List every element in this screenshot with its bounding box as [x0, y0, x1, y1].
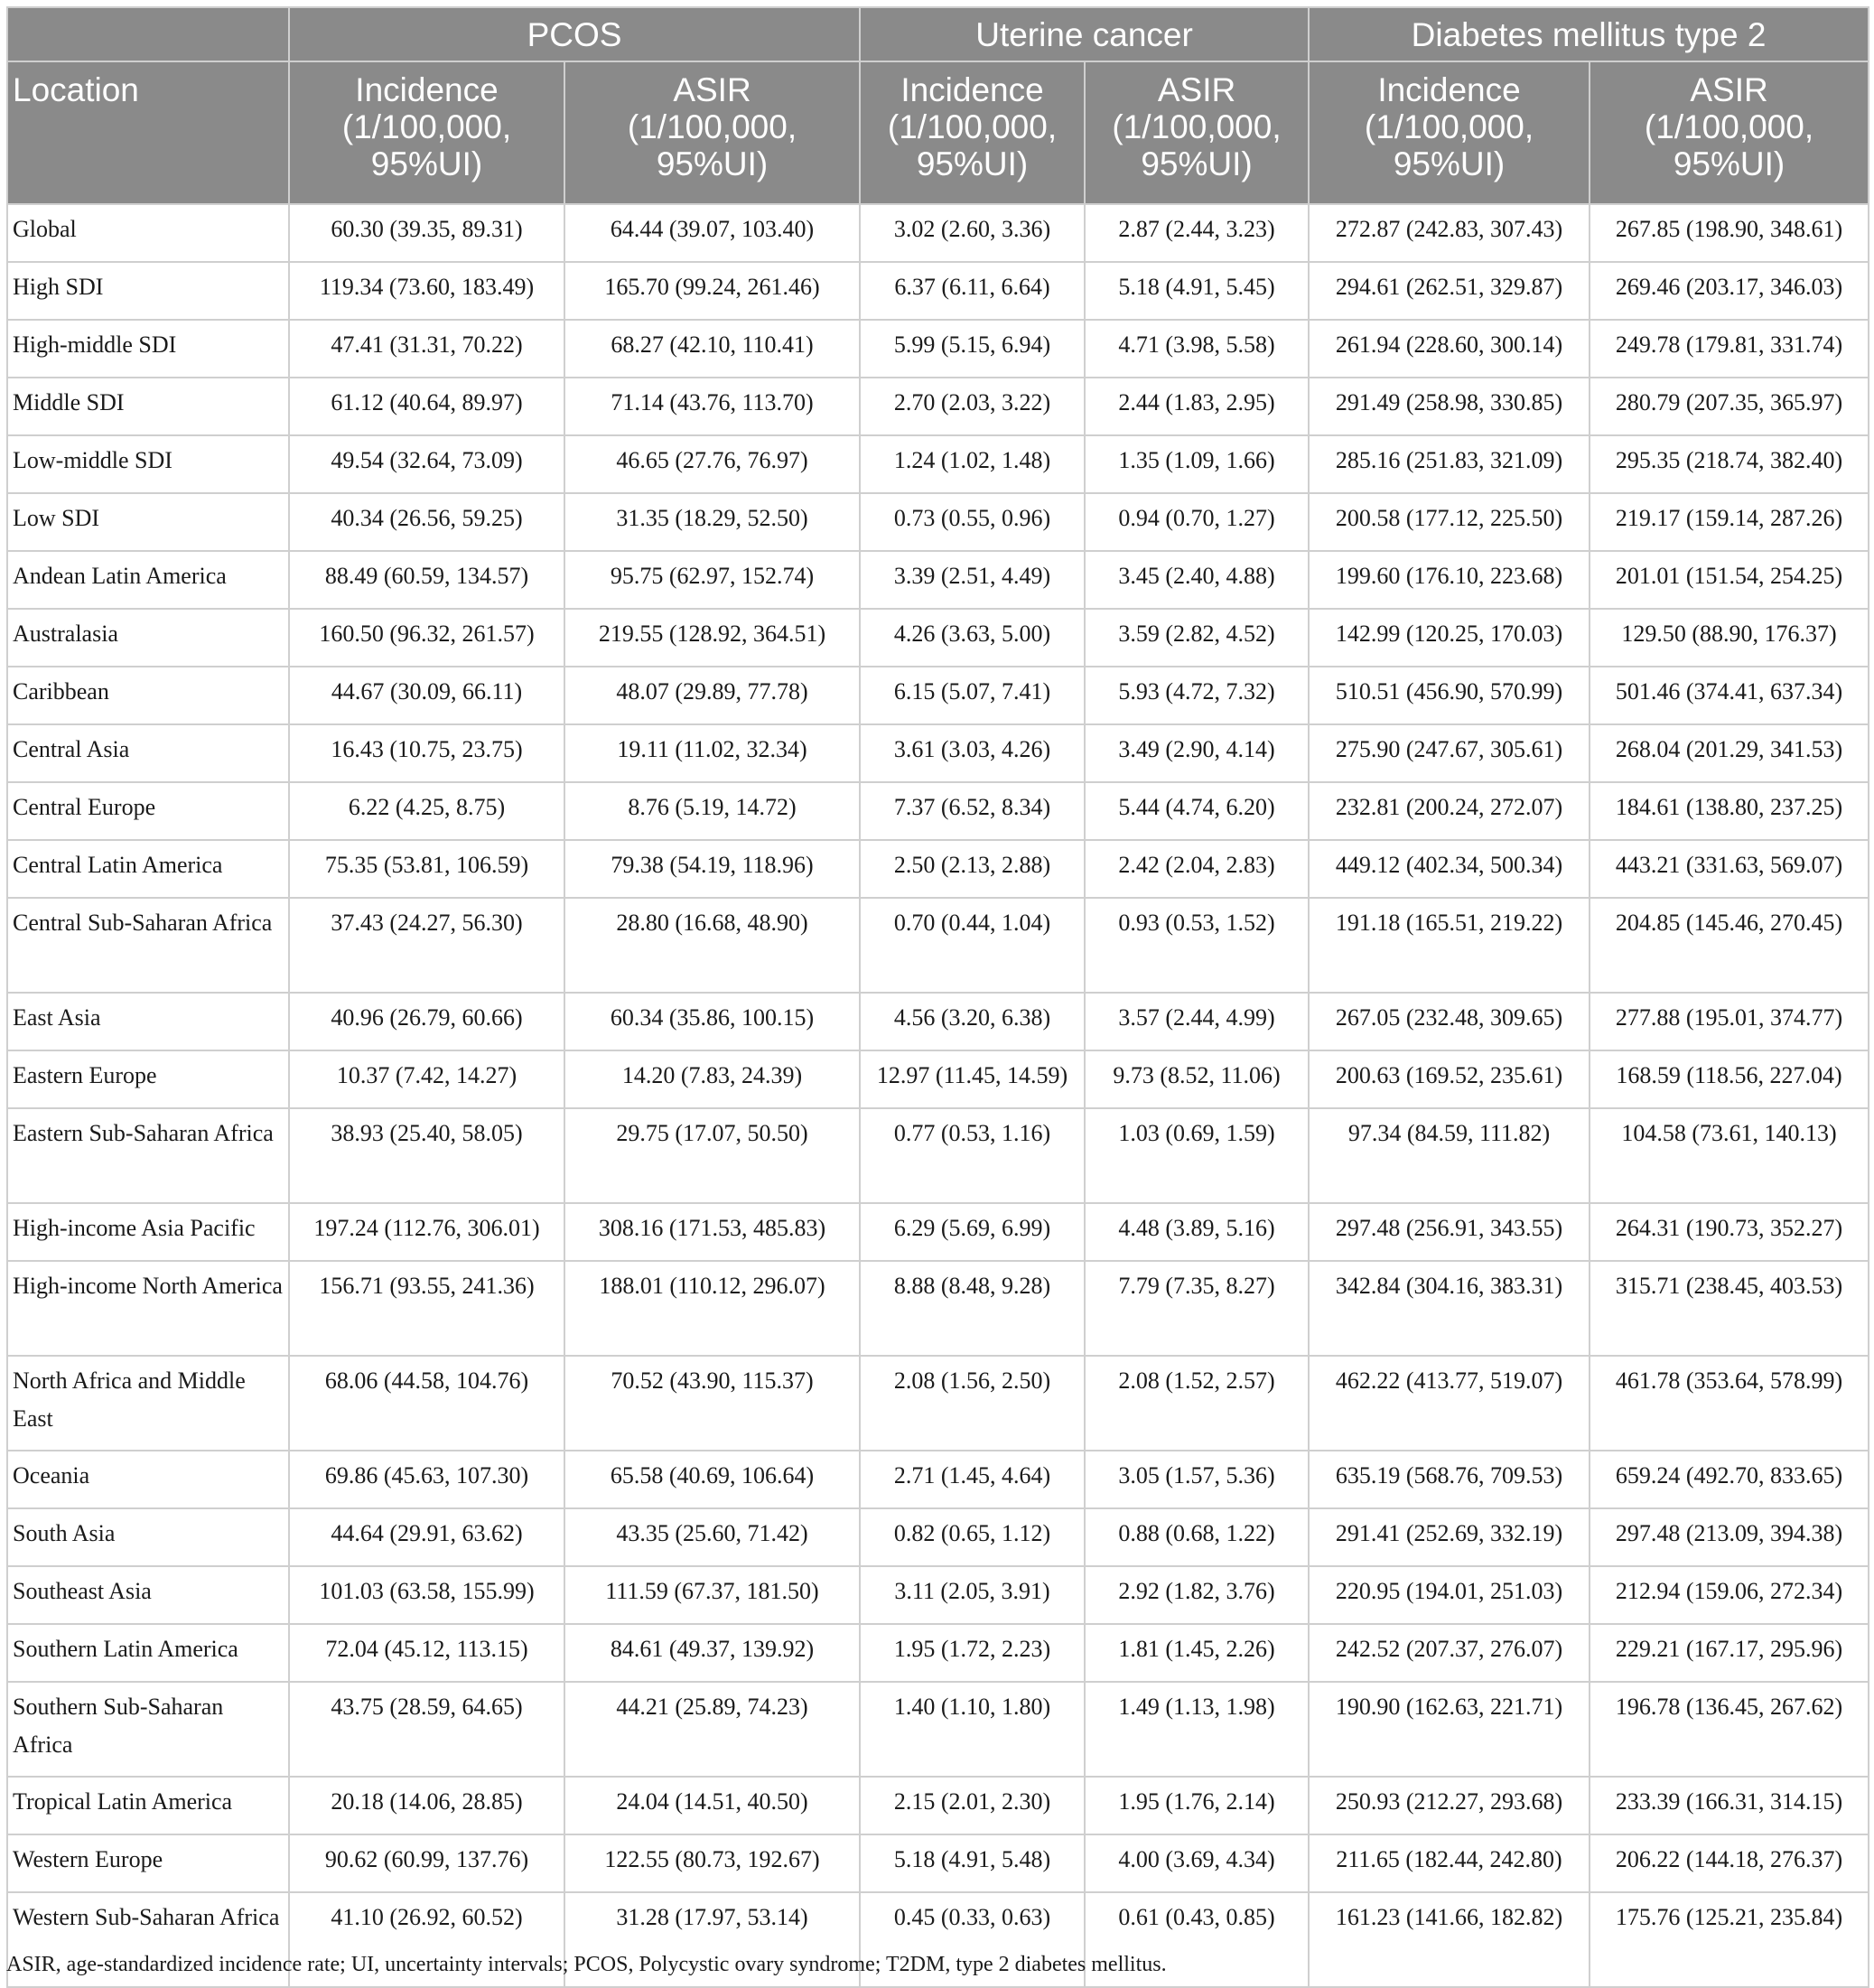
column-header-line: 95%UI) — [1393, 145, 1506, 182]
value-cell-uterine-incidence: 0.77 (0.53, 1.16) — [860, 1108, 1085, 1203]
value-cell-uterine-asir: 0.94 (0.70, 1.27) — [1085, 493, 1309, 551]
value-cell-uterine-incidence: 2.50 (2.13, 2.88) — [860, 840, 1085, 898]
location-cell: North Africa and Middle East — [7, 1356, 289, 1451]
value-cell-diabetes-asir: 184.61 (138.80, 237.25) — [1590, 782, 1869, 840]
value-cell-diabetes-asir: 315.71 (238.45, 403.53) — [1590, 1261, 1869, 1356]
value-cell-pcos-asir: 308.16 (171.53, 485.83) — [564, 1203, 860, 1261]
incidence-table — [6, 6, 1869, 1988]
value-cell-uterine-asir: 2.44 (1.83, 2.95) — [1085, 378, 1309, 435]
value-cell-uterine-asir: 1.95 (1.76, 2.14) — [1085, 1777, 1309, 1834]
value-cell-uterine-asir: 1.49 (1.13, 1.98) — [1085, 1682, 1309, 1777]
location-cell: East Asia — [7, 993, 289, 1050]
value-cell-pcos-asir: 70.52 (43.90, 115.37) — [564, 1356, 860, 1451]
column-header-diabetes-incidence — [1309, 61, 1590, 204]
value-cell-pcos-incidence: 49.54 (32.64, 73.09) — [289, 435, 564, 493]
location-cell: High-middle SDI — [7, 320, 289, 378]
value-cell-diabetes-incidence: 220.95 (194.01, 251.03) — [1309, 1566, 1590, 1624]
column-header-pcos-asir — [564, 61, 860, 204]
value-cell-pcos-incidence: 197.24 (112.76, 306.01) — [289, 1203, 564, 1261]
value-cell-pcos-asir: 8.76 (5.19, 14.72) — [564, 782, 860, 840]
value-cell-uterine-asir: 3.05 (1.57, 5.36) — [1085, 1451, 1309, 1508]
value-cell-diabetes-incidence: 190.90 (162.63, 221.71) — [1309, 1682, 1590, 1777]
location-cell: Oceania — [7, 1451, 289, 1508]
value-cell-uterine-incidence: 2.71 (1.45, 4.64) — [860, 1451, 1085, 1508]
value-cell-diabetes-asir: 206.22 (144.18, 276.37) — [1590, 1834, 1869, 1892]
table-footnote: ASIR, age-standardized incidence rate; UI, uncertainty intervals; PCOS, Polycystic ovary syndrome; T2DM, type 2 diabetes mellitus. — [6, 1953, 1167, 1976]
column-header-line: Incidence — [900, 71, 1044, 108]
table-row — [7, 993, 1869, 1050]
table-row — [7, 493, 1869, 551]
value-cell-uterine-incidence: 2.08 (1.56, 2.50) — [860, 1356, 1085, 1451]
value-cell-uterine-asir: 5.18 (4.91, 5.45) — [1085, 262, 1309, 320]
value-cell-diabetes-asir: 219.17 (159.14, 287.26) — [1590, 493, 1869, 551]
value-cell-pcos-asir: 46.65 (27.76, 76.97) — [564, 435, 860, 493]
location-cell: Central Europe — [7, 782, 289, 840]
value-cell-diabetes-asir: 264.31 (190.73, 352.27) — [1590, 1203, 1869, 1261]
column-header-line: (1/100,000, — [887, 108, 1058, 145]
column-header-line: (1/100,000, — [1364, 108, 1534, 145]
value-cell-uterine-incidence: 1.95 (1.72, 2.23) — [860, 1624, 1085, 1682]
column-header-line: (1/100,000, — [1644, 108, 1814, 145]
column-header-line: Incidence — [1377, 71, 1521, 108]
table-row — [7, 1203, 1869, 1261]
value-cell-pcos-incidence: 40.96 (26.79, 60.66) — [289, 993, 564, 1050]
column-header-line: ASIR — [1157, 71, 1236, 108]
table-row — [7, 551, 1869, 609]
value-cell-diabetes-asir: 501.46 (374.41, 637.34) — [1590, 667, 1869, 724]
value-cell-diabetes-asir: 267.85 (198.90, 348.61) — [1590, 204, 1869, 262]
value-cell-uterine-asir: 0.61 (0.43, 0.85) — [1085, 1892, 1309, 1987]
value-cell-pcos-incidence: 88.49 (60.59, 134.57) — [289, 551, 564, 609]
value-cell-uterine-incidence: 6.37 (6.11, 6.64) — [860, 262, 1085, 320]
column-header-line: (1/100,000, — [341, 108, 512, 145]
value-cell-diabetes-incidence: 199.60 (176.10, 223.68) — [1309, 551, 1590, 609]
value-cell-uterine-incidence: 6.15 (5.07, 7.41) — [860, 667, 1085, 724]
value-cell-pcos-incidence: 40.34 (26.56, 59.25) — [289, 493, 564, 551]
value-cell-uterine-incidence: 5.99 (5.15, 6.94) — [860, 320, 1085, 378]
value-cell-pcos-asir: 64.44 (39.07, 103.40) — [564, 204, 860, 262]
column-header-line: ASIR — [673, 71, 751, 108]
table-row — [7, 435, 1869, 493]
header-group-row — [7, 7, 1869, 61]
value-cell-uterine-asir: 1.81 (1.45, 2.26) — [1085, 1624, 1309, 1682]
value-cell-diabetes-incidence: 261.94 (228.60, 300.14) — [1309, 320, 1590, 378]
location-cell: Western Sub-Saharan Africa — [7, 1892, 289, 1987]
value-cell-diabetes-asir: 297.48 (213.09, 394.38) — [1590, 1508, 1869, 1566]
value-cell-uterine-incidence: 7.37 (6.52, 8.34) — [860, 782, 1085, 840]
column-header-line: 95%UI) — [916, 145, 1029, 182]
value-cell-uterine-incidence: 5.18 (4.91, 5.48) — [860, 1834, 1085, 1892]
location-cell: Southern Latin America — [7, 1624, 289, 1682]
value-cell-uterine-incidence: 2.15 (2.01, 2.30) — [860, 1777, 1085, 1834]
value-cell-pcos-incidence: 37.43 (24.27, 56.30) — [289, 898, 564, 993]
location-cell: Central Sub-Saharan Africa — [7, 898, 289, 993]
column-header-uterine-incidence — [860, 61, 1085, 204]
value-cell-diabetes-incidence: 297.48 (256.91, 343.55) — [1309, 1203, 1590, 1261]
value-cell-uterine-incidence: 1.40 (1.10, 1.80) — [860, 1682, 1085, 1777]
value-cell-pcos-incidence: 160.50 (96.32, 261.57) — [289, 609, 564, 667]
table-header — [7, 7, 1869, 204]
table-row — [7, 1834, 1869, 1892]
location-cell: South Asia — [7, 1508, 289, 1566]
value-cell-diabetes-asir: 233.39 (166.31, 314.15) — [1590, 1777, 1869, 1834]
value-cell-uterine-incidence: 6.29 (5.69, 6.99) — [860, 1203, 1085, 1261]
table-row — [7, 898, 1869, 993]
value-cell-uterine-asir: 4.48 (3.89, 5.16) — [1085, 1203, 1309, 1261]
column-header-location: Location — [7, 61, 289, 204]
value-cell-uterine-incidence: 4.56 (3.20, 6.38) — [860, 993, 1085, 1050]
value-cell-pcos-asir: 84.61 (49.37, 139.92) — [564, 1624, 860, 1682]
table-row — [7, 262, 1869, 320]
value-cell-pcos-asir: 31.28 (17.97, 53.14) — [564, 1892, 860, 1987]
value-cell-uterine-asir: 4.00 (3.69, 4.34) — [1085, 1834, 1309, 1892]
table-body — [7, 204, 1869, 1987]
location-cell: Eastern Sub-Saharan Africa — [7, 1108, 289, 1203]
value-cell-diabetes-incidence: 272.87 (242.83, 307.43) — [1309, 204, 1590, 262]
value-cell-diabetes-asir: 277.88 (195.01, 374.77) — [1590, 993, 1869, 1050]
location-cell: Australasia — [7, 609, 289, 667]
value-cell-uterine-asir: 5.93 (4.72, 7.32) — [1085, 667, 1309, 724]
value-cell-pcos-incidence: 20.18 (14.06, 28.85) — [289, 1777, 564, 1834]
table-row — [7, 724, 1869, 782]
value-cell-diabetes-incidence: 294.61 (262.51, 329.87) — [1309, 262, 1590, 320]
value-cell-uterine-asir: 2.42 (2.04, 2.83) — [1085, 840, 1309, 898]
value-cell-diabetes-incidence: 635.19 (568.76, 709.53) — [1309, 1451, 1590, 1508]
value-cell-diabetes-asir: 461.78 (353.64, 578.99) — [1590, 1356, 1869, 1451]
value-cell-uterine-asir: 3.57 (2.44, 4.99) — [1085, 993, 1309, 1050]
header-corner — [7, 7, 289, 61]
value-cell-pcos-asir: 43.35 (25.60, 71.42) — [564, 1508, 860, 1566]
value-cell-diabetes-incidence: 200.58 (177.12, 225.50) — [1309, 493, 1590, 551]
column-header-line: 95%UI) — [1141, 145, 1253, 182]
incidence-table-container — [6, 6, 1868, 1988]
value-cell-diabetes-incidence: 191.18 (165.51, 219.22) — [1309, 898, 1590, 993]
value-cell-diabetes-asir: 129.50 (88.90, 176.37) — [1590, 609, 1869, 667]
value-cell-diabetes-incidence: 250.93 (212.27, 293.68) — [1309, 1777, 1590, 1834]
location-cell: Eastern Europe — [7, 1050, 289, 1108]
table-row — [7, 1777, 1869, 1834]
value-cell-diabetes-asir: 659.24 (492.70, 833.65) — [1590, 1451, 1869, 1508]
value-cell-pcos-asir: 31.35 (18.29, 52.50) — [564, 493, 860, 551]
location-cell: Global — [7, 204, 289, 262]
value-cell-diabetes-asir: 443.21 (331.63, 569.07) — [1590, 840, 1869, 898]
value-cell-pcos-incidence: 69.86 (45.63, 107.30) — [289, 1451, 564, 1508]
header-column-row — [7, 61, 1869, 204]
location-cell: Southeast Asia — [7, 1566, 289, 1624]
value-cell-diabetes-incidence: 462.22 (413.77, 519.07) — [1309, 1356, 1590, 1451]
table-row — [7, 1451, 1869, 1508]
value-cell-uterine-incidence: 12.97 (11.45, 14.59) — [860, 1050, 1085, 1108]
value-cell-pcos-asir: 24.04 (14.51, 40.50) — [564, 1777, 860, 1834]
location-cell: Western Europe — [7, 1834, 289, 1892]
value-cell-diabetes-asir: 268.04 (201.29, 341.53) — [1590, 724, 1869, 782]
value-cell-pcos-incidence: 43.75 (28.59, 64.65) — [289, 1682, 564, 1777]
table-row — [7, 1682, 1869, 1777]
value-cell-uterine-incidence: 4.26 (3.63, 5.00) — [860, 609, 1085, 667]
value-cell-pcos-asir: 28.80 (16.68, 48.90) — [564, 898, 860, 993]
value-cell-pcos-asir: 219.55 (128.92, 364.51) — [564, 609, 860, 667]
value-cell-pcos-asir: 68.27 (42.10, 110.41) — [564, 320, 860, 378]
value-cell-uterine-asir: 0.93 (0.53, 1.52) — [1085, 898, 1309, 993]
value-cell-diabetes-asir: 269.46 (203.17, 346.03) — [1590, 262, 1869, 320]
value-cell-uterine-incidence: 8.88 (8.48, 9.28) — [860, 1261, 1085, 1356]
value-cell-uterine-asir: 7.79 (7.35, 8.27) — [1085, 1261, 1309, 1356]
value-cell-pcos-asir: 19.11 (11.02, 32.34) — [564, 724, 860, 782]
location-cell: High-income Asia Pacific — [7, 1203, 289, 1261]
value-cell-uterine-incidence: 3.02 (2.60, 3.36) — [860, 204, 1085, 262]
value-cell-pcos-incidence: 101.03 (63.58, 155.99) — [289, 1566, 564, 1624]
value-cell-diabetes-incidence: 232.81 (200.24, 272.07) — [1309, 782, 1590, 840]
location-cell: Caribbean — [7, 667, 289, 724]
value-cell-pcos-asir: 29.75 (17.07, 50.50) — [564, 1108, 860, 1203]
value-cell-diabetes-asir: 280.79 (207.35, 365.97) — [1590, 378, 1869, 435]
table-row — [7, 1261, 1869, 1356]
table-row — [7, 320, 1869, 378]
value-cell-pcos-incidence: 47.41 (31.31, 70.22) — [289, 320, 564, 378]
table-row — [7, 1508, 1869, 1566]
table-row — [7, 378, 1869, 435]
group-header-uterine-cancer: Uterine cancer — [860, 7, 1309, 61]
value-cell-uterine-asir: 0.88 (0.68, 1.22) — [1085, 1508, 1309, 1566]
value-cell-uterine-incidence: 3.39 (2.51, 4.49) — [860, 551, 1085, 609]
location-cell: Low SDI — [7, 493, 289, 551]
value-cell-pcos-incidence: 38.93 (25.40, 58.05) — [289, 1108, 564, 1203]
column-header-line: ASIR — [1690, 71, 1768, 108]
value-cell-uterine-incidence: 0.45 (0.33, 0.63) — [860, 1892, 1085, 1987]
table-row — [7, 1356, 1869, 1451]
value-cell-diabetes-incidence: 142.99 (120.25, 170.03) — [1309, 609, 1590, 667]
value-cell-diabetes-incidence: 291.49 (258.98, 330.85) — [1309, 378, 1590, 435]
value-cell-pcos-incidence: 16.43 (10.75, 23.75) — [289, 724, 564, 782]
value-cell-diabetes-incidence: 97.34 (84.59, 111.82) — [1309, 1108, 1590, 1203]
value-cell-uterine-incidence: 3.11 (2.05, 3.91) — [860, 1566, 1085, 1624]
location-cell: Southern Sub-Saharan Africa — [7, 1682, 289, 1777]
value-cell-pcos-incidence: 44.64 (29.91, 63.62) — [289, 1508, 564, 1566]
value-cell-uterine-asir: 3.49 (2.90, 4.14) — [1085, 724, 1309, 782]
value-cell-pcos-asir: 111.59 (67.37, 181.50) — [564, 1566, 860, 1624]
value-cell-pcos-asir: 95.75 (62.97, 152.74) — [564, 551, 860, 609]
column-header-line: 95%UI) — [1673, 145, 1785, 182]
value-cell-uterine-incidence: 0.70 (0.44, 1.04) — [860, 898, 1085, 993]
value-cell-pcos-asir: 122.55 (80.73, 192.67) — [564, 1834, 860, 1892]
value-cell-uterine-asir: 3.59 (2.82, 4.52) — [1085, 609, 1309, 667]
value-cell-diabetes-asir: 201.01 (151.54, 254.25) — [1590, 551, 1869, 609]
value-cell-diabetes-incidence: 275.90 (247.67, 305.61) — [1309, 724, 1590, 782]
group-header-pcos: PCOS — [289, 7, 860, 61]
value-cell-pcos-incidence: 44.67 (30.09, 66.11) — [289, 667, 564, 724]
location-cell: Middle SDI — [7, 378, 289, 435]
column-header-line: Incidence — [355, 71, 499, 108]
value-cell-pcos-incidence: 90.62 (60.99, 137.76) — [289, 1834, 564, 1892]
location-cell: Central Asia — [7, 724, 289, 782]
value-cell-pcos-incidence: 75.35 (53.81, 106.59) — [289, 840, 564, 898]
value-cell-pcos-asir: 65.58 (40.69, 106.64) — [564, 1451, 860, 1508]
value-cell-uterine-incidence: 1.24 (1.02, 1.48) — [860, 435, 1085, 493]
value-cell-diabetes-incidence: 510.51 (456.90, 570.99) — [1309, 667, 1590, 724]
value-cell-pcos-incidence: 6.22 (4.25, 8.75) — [289, 782, 564, 840]
column-header-uterine-asir — [1085, 61, 1309, 204]
table-row — [7, 1624, 1869, 1682]
value-cell-diabetes-asir: 295.35 (218.74, 382.40) — [1590, 435, 1869, 493]
value-cell-uterine-incidence: 3.61 (3.03, 4.26) — [860, 724, 1085, 782]
value-cell-uterine-asir: 3.45 (2.40, 4.88) — [1085, 551, 1309, 609]
column-header-line: 95%UI) — [370, 145, 483, 182]
value-cell-diabetes-incidence: 291.41 (252.69, 332.19) — [1309, 1508, 1590, 1566]
value-cell-pcos-incidence: 60.30 (39.35, 89.31) — [289, 204, 564, 262]
value-cell-uterine-asir: 1.35 (1.09, 1.66) — [1085, 435, 1309, 493]
value-cell-pcos-incidence: 68.06 (44.58, 104.76) — [289, 1356, 564, 1451]
value-cell-pcos-asir: 48.07 (29.89, 77.78) — [564, 667, 860, 724]
value-cell-diabetes-incidence: 200.63 (169.52, 235.61) — [1309, 1050, 1590, 1108]
value-cell-pcos-incidence: 10.37 (7.42, 14.27) — [289, 1050, 564, 1108]
value-cell-uterine-asir: 9.73 (8.52, 11.06) — [1085, 1050, 1309, 1108]
value-cell-pcos-incidence: 41.10 (26.92, 60.52) — [289, 1892, 564, 1987]
value-cell-diabetes-asir: 212.94 (159.06, 272.34) — [1590, 1566, 1869, 1624]
value-cell-pcos-asir: 44.21 (25.89, 74.23) — [564, 1682, 860, 1777]
value-cell-diabetes-asir: 104.58 (73.61, 140.13) — [1590, 1108, 1869, 1203]
value-cell-uterine-asir: 1.03 (0.69, 1.59) — [1085, 1108, 1309, 1203]
value-cell-pcos-incidence: 156.71 (93.55, 241.36) — [289, 1261, 564, 1356]
value-cell-pcos-incidence: 72.04 (45.12, 113.15) — [289, 1624, 564, 1682]
value-cell-uterine-incidence: 0.73 (0.55, 0.96) — [860, 493, 1085, 551]
value-cell-diabetes-incidence: 211.65 (182.44, 242.80) — [1309, 1834, 1590, 1892]
table-row — [7, 1108, 1869, 1203]
location-cell: High SDI — [7, 262, 289, 320]
table-row — [7, 609, 1869, 667]
location-cell: Tropical Latin America — [7, 1777, 289, 1834]
value-cell-diabetes-asir: 204.85 (145.46, 270.45) — [1590, 898, 1869, 993]
value-cell-diabetes-asir: 229.21 (167.17, 295.96) — [1590, 1624, 1869, 1682]
column-header-line: (1/100,000, — [1112, 108, 1282, 145]
value-cell-uterine-incidence: 2.70 (2.03, 3.22) — [860, 378, 1085, 435]
value-cell-uterine-asir: 2.87 (2.44, 3.23) — [1085, 204, 1309, 262]
value-cell-diabetes-incidence: 449.12 (402.34, 500.34) — [1309, 840, 1590, 898]
value-cell-pcos-asir: 188.01 (110.12, 296.07) — [564, 1261, 860, 1356]
table-row — [7, 1566, 1869, 1624]
column-header-pcos-incidence — [289, 61, 564, 204]
value-cell-diabetes-asir: 175.76 (125.21, 235.84) — [1590, 1892, 1869, 1987]
value-cell-uterine-asir: 2.08 (1.52, 2.57) — [1085, 1356, 1309, 1451]
value-cell-diabetes-incidence: 242.52 (207.37, 276.07) — [1309, 1624, 1590, 1682]
table-row — [7, 667, 1869, 724]
group-header-diabetes: Diabetes mellitus type 2 — [1309, 7, 1869, 61]
location-cell: High-income North America — [7, 1261, 289, 1356]
value-cell-pcos-incidence: 119.34 (73.60, 183.49) — [289, 262, 564, 320]
value-cell-diabetes-incidence: 285.16 (251.83, 321.09) — [1309, 435, 1590, 493]
location-cell: Andean Latin America — [7, 551, 289, 609]
value-cell-pcos-incidence: 61.12 (40.64, 89.97) — [289, 378, 564, 435]
value-cell-diabetes-asir: 196.78 (136.45, 267.62) — [1590, 1682, 1869, 1777]
value-cell-diabetes-incidence: 161.23 (141.66, 182.82) — [1309, 1892, 1590, 1987]
value-cell-diabetes-incidence: 342.84 (304.16, 383.31) — [1309, 1261, 1590, 1356]
value-cell-pcos-asir: 14.20 (7.83, 24.39) — [564, 1050, 860, 1108]
location-cell: Low-middle SDI — [7, 435, 289, 493]
value-cell-pcos-asir: 71.14 (43.76, 113.70) — [564, 378, 860, 435]
value-cell-uterine-asir: 2.92 (1.82, 3.76) — [1085, 1566, 1309, 1624]
column-header-line: 95%UI) — [656, 145, 769, 182]
column-header-diabetes-asir — [1590, 61, 1869, 204]
table-row — [7, 782, 1869, 840]
value-cell-pcos-asir: 165.70 (99.24, 261.46) — [564, 262, 860, 320]
value-cell-uterine-asir: 5.44 (4.74, 6.20) — [1085, 782, 1309, 840]
value-cell-diabetes-asir: 249.78 (179.81, 331.74) — [1590, 320, 1869, 378]
column-header-line: (1/100,000, — [627, 108, 797, 145]
value-cell-uterine-asir: 4.71 (3.98, 5.58) — [1085, 320, 1309, 378]
value-cell-uterine-incidence: 0.82 (0.65, 1.12) — [860, 1508, 1085, 1566]
table-row — [7, 204, 1869, 262]
table-row — [7, 1050, 1869, 1108]
value-cell-pcos-asir: 60.34 (35.86, 100.15) — [564, 993, 860, 1050]
location-cell: Central Latin America — [7, 840, 289, 898]
value-cell-diabetes-asir: 168.59 (118.56, 227.04) — [1590, 1050, 1869, 1108]
table-row — [7, 840, 1869, 898]
value-cell-pcos-asir: 79.38 (54.19, 118.96) — [564, 840, 860, 898]
value-cell-diabetes-incidence: 267.05 (232.48, 309.65) — [1309, 993, 1590, 1050]
